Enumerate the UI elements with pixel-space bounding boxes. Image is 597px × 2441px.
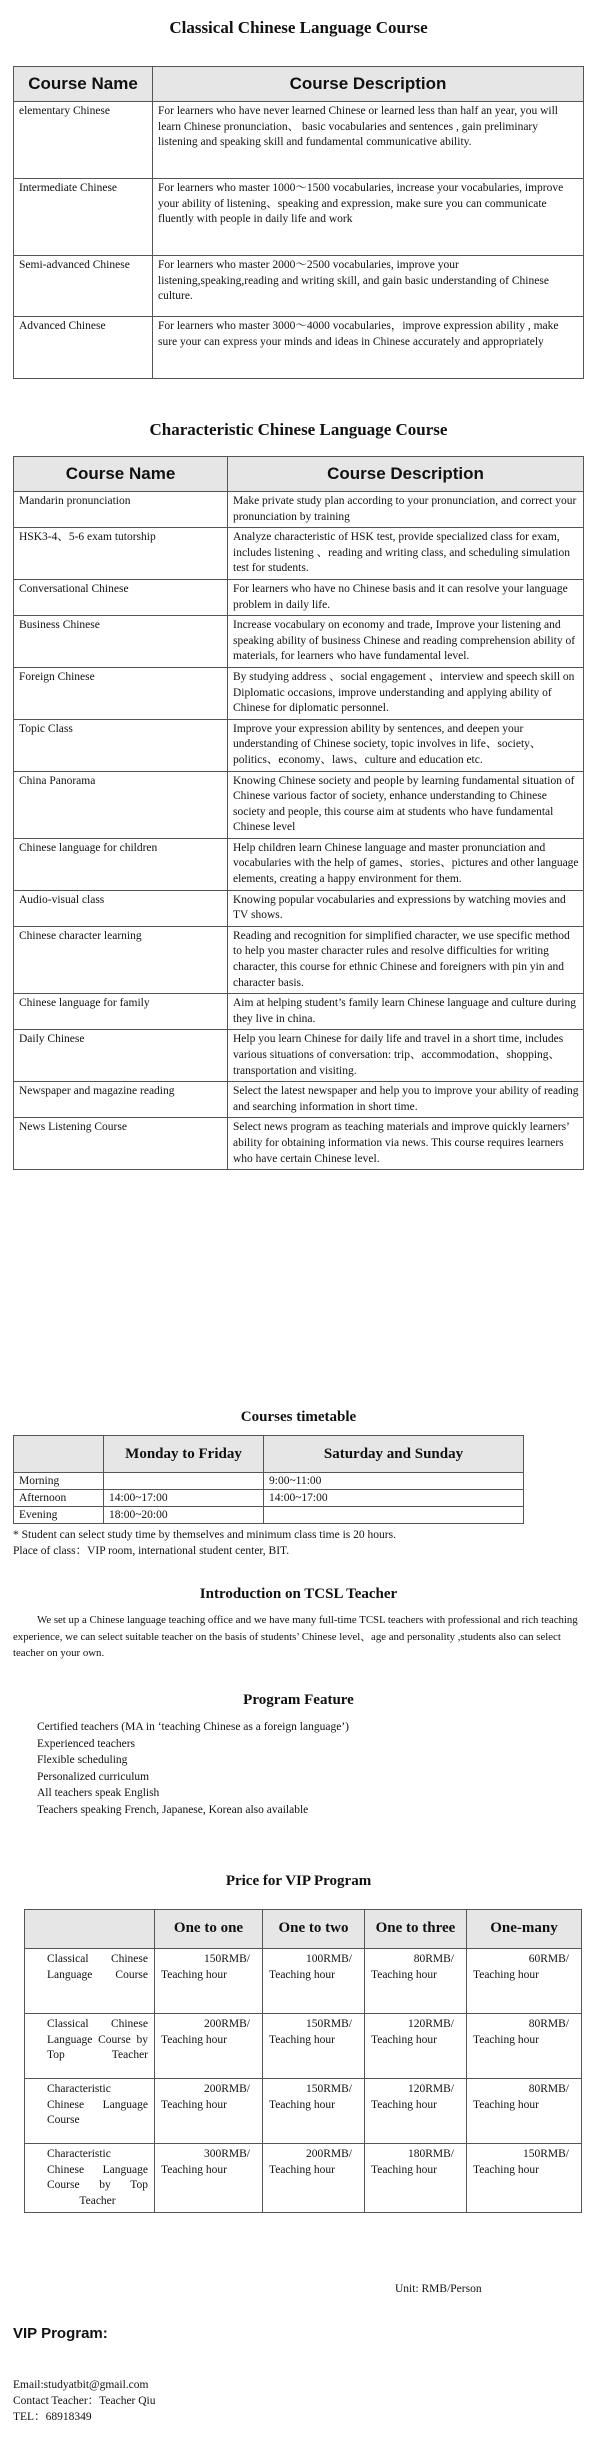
- table-row: [14, 926, 584, 993]
- price-amount: 150RMB/: [305, 2018, 352, 2030]
- list-item: Experienced teachers: [37, 1737, 136, 1750]
- price-amount: 300RMB/: [203, 2148, 250, 2160]
- weekend-time: 9:00~11:00: [264, 1473, 524, 1490]
- course-description: Increase vocabulary on economy and trade, Improve your listening and speaking ability of business Chinese and reading comprehension ability of materials, for learners who have fundamental level.: [228, 616, 584, 668]
- price-unit: Teaching hour: [473, 2098, 539, 2111]
- vip-email: Email:studyatbit@gmail.com: [13, 2379, 149, 2391]
- price-unit: Teaching hour: [269, 2098, 335, 2111]
- course-name: Daily Chinese: [14, 1030, 228, 1082]
- price-cell: [365, 2144, 467, 2213]
- column-header-course-description: Course Description: [228, 457, 584, 492]
- price-unit: Teaching hour: [371, 2098, 437, 2111]
- teacher-title: Introduction on TCSL Teacher: [199, 1586, 398, 1602]
- price-unit: Teaching hour: [269, 1968, 335, 1981]
- table-row: [14, 667, 584, 719]
- price-unit: Teaching hour: [473, 1968, 539, 1981]
- list-item: Personalized curriculum: [37, 1770, 150, 1783]
- price-cell: [155, 1949, 263, 2014]
- price-title: Price for VIP Program: [225, 1873, 372, 1889]
- price-amount: 80RMB/: [528, 2083, 569, 2095]
- course-name: Topic Class: [14, 719, 228, 771]
- table-row: [14, 890, 584, 926]
- table-row: [14, 719, 584, 771]
- price-cell: [155, 2014, 263, 2079]
- period-label: Morning: [14, 1473, 104, 1490]
- period-label: Afternoon: [14, 1490, 104, 1507]
- price-amount: 60RMB/: [528, 1953, 569, 1965]
- characteristic-course-table: [13, 456, 584, 1170]
- price-cell: [263, 2144, 365, 2213]
- column-header-saturday-and-sunday: Saturday and Sunday: [264, 1436, 524, 1473]
- weekday-time: 18:00~20:00: [104, 1507, 264, 1524]
- course-name: Foreign Chinese: [14, 667, 228, 719]
- course-name: Advanced Chinese: [14, 317, 153, 379]
- price-unit: Teaching hour: [161, 1968, 227, 1981]
- column-header-one-many: One-many: [467, 1910, 582, 1949]
- table-row: [14, 317, 584, 379]
- list-item: All teachers speak English: [37, 1787, 160, 1799]
- price-unit: Teaching hour: [473, 2033, 539, 2046]
- table-row: [14, 994, 584, 1030]
- price-unit: Teaching hour: [269, 2033, 335, 2046]
- table-row: [14, 1082, 584, 1118]
- course-label: Characteristic Chinese Language Course: [25, 2079, 155, 2144]
- course-description: Help children learn Chinese language and master pronunciation and vocabularies with the help of games、stories、pictures and other language elements, creating a happy environment for them.: [228, 838, 584, 890]
- vip-telephone: TEL：68918349: [13, 2411, 92, 2423]
- column-header-one-to-two: One to two: [263, 1910, 365, 1949]
- classical-course-table: [13, 66, 584, 379]
- characteristic-title: Characteristic Chinese Language Course: [149, 420, 448, 439]
- table-row: [14, 771, 584, 838]
- timetable-table: [13, 1435, 524, 1524]
- price-cell: [365, 2014, 467, 2079]
- table-row: [25, 2014, 582, 2079]
- price-unit: Teaching hour: [161, 2163, 227, 2176]
- price-amount: 200RMB/: [203, 2083, 250, 2095]
- column-header-one-to-three: One to three: [365, 1910, 467, 1949]
- period-label: Evening: [14, 1507, 104, 1524]
- course-name: Chinese language for children: [14, 838, 228, 890]
- course-name: HSK3-4、5-6 exam tutorship: [14, 528, 228, 580]
- price-table: [24, 1909, 582, 2213]
- course-description: Select news program as teaching materials and improve quickly learners’ ability for obtaining information via news. This course requires learners who have certain Chinese level.: [228, 1118, 584, 1170]
- price-cell: [467, 2144, 582, 2213]
- course-label: Classical Chinese Language Course by Top Teacher: [25, 2014, 155, 2079]
- feature-list: [37, 1719, 349, 1818]
- course-description: By studying address 、social engagement 、interview and speech skill on Diplomatic occasions, improve understanding and applying ability of Chinese for diplomatic personnel.: [228, 667, 584, 719]
- classical-title: Classical Chinese Language Course: [169, 18, 428, 37]
- table-row: [14, 1118, 584, 1170]
- vip-program-heading: VIP Program:: [13, 2325, 108, 2342]
- unit-note: Unit: RMB/Person: [395, 2283, 482, 2295]
- list-item: Flexible scheduling: [37, 1754, 128, 1766]
- course-description: Reading and recognition for simplified character, we use specific method to help you master character rules and resolve difficulties for writing character, this course for ethnic Chinese and foreigners with pin yin and character basis.: [228, 926, 584, 993]
- course-description: Knowing popular vocabularies and expressions by watching movies and TV shows.: [228, 890, 584, 926]
- column-header-period: [14, 1436, 104, 1473]
- course-name: elementary Chinese: [14, 102, 153, 179]
- column-header-one-to-one: One to one: [155, 1910, 263, 1949]
- price-unit: Teaching hour: [161, 2033, 227, 2046]
- course-name: Newspaper and magazine reading: [14, 1082, 228, 1118]
- course-description: For learners who have no Chinese basis and it can resolve your language problem in daily life.: [228, 579, 584, 615]
- price-cell: [365, 2079, 467, 2144]
- course-name: Intermediate Chinese: [14, 179, 153, 256]
- price-amount: 80RMB/: [528, 2018, 569, 2030]
- course-description: Help you learn Chinese for daily life and travel in a short time, includes various situations of conversation: trip、accommodation、shopping、transportation and visiting.: [228, 1030, 584, 1082]
- price-cell: [263, 1949, 365, 2014]
- weekday-time: 14:00~17:00: [104, 1490, 264, 1507]
- course-name: Chinese language for family: [14, 994, 228, 1030]
- teacher-intro-text: We set up a Chinese language teaching office and we have many full-time TCSL teachers with professional and rich teaching experience, we can select suitable teacher on the basis of students’ Chinese level、age and personality ,students also can select teacher on your own.: [13, 1614, 578, 1659]
- price-cell: [155, 2144, 263, 2213]
- price-cell: [365, 1949, 467, 2014]
- timetable-note: * Student can select study time by themselves and minimum class time is 20 hours.: [13, 1529, 396, 1541]
- price-cell: [467, 2079, 582, 2144]
- table-row: [14, 256, 584, 317]
- price-unit: Teaching hour: [473, 2163, 539, 2176]
- table-row: [14, 492, 584, 528]
- price-amount: 150RMB/: [305, 2083, 352, 2095]
- weekday-time: [104, 1473, 264, 1490]
- course-description: For learners who master 3000～4000 vocabularies，improve expression ability , make sure your can express your minds and ideas in Chinese accurately and appropriately: [153, 317, 584, 379]
- price-amount: 200RMB/: [305, 2148, 352, 2160]
- price-cell: [467, 2014, 582, 2079]
- course-name: Business Chinese: [14, 616, 228, 668]
- table-row: [14, 1507, 524, 1524]
- price-amount: 150RMB/: [522, 2148, 569, 2160]
- table-row: [14, 579, 584, 615]
- price-cell: [155, 2079, 263, 2144]
- course-name: Semi-advanced Chinese: [14, 256, 153, 317]
- column-header-course: [25, 1910, 155, 1949]
- price-amount: 150RMB/: [203, 1953, 250, 1965]
- class-place-note: Place of class：VIP room, international student center, BIT.: [13, 1545, 290, 1557]
- course-description: Analyze characteristic of HSK test, provide specialized class for exam, includes listening 、reading and writing class, and scheduling simulation test for students.: [228, 528, 584, 580]
- course-label: Classical Chinese Language Course: [25, 1949, 155, 2014]
- column-header-course-name: Course Name: [14, 457, 228, 492]
- list-item: Certified teachers (MA in ‘teaching Chinese as a foreign language’): [37, 1721, 349, 1733]
- weekend-time: [264, 1507, 524, 1524]
- course-description: Make private study plan according to your pronunciation, and correct your pronunciation by training: [228, 492, 584, 528]
- course-name: China Panorama: [14, 771, 228, 838]
- table-row: [14, 102, 584, 179]
- course-label: Characteristic Chinese Language Course by Top Teacher: [25, 2144, 155, 2213]
- course-description: Select the latest newspaper and help you to improve your ability of reading and searching information in short time.: [228, 1082, 584, 1118]
- price-unit: Teaching hour: [371, 1968, 437, 1981]
- table-row: [14, 838, 584, 890]
- table-row: [14, 528, 584, 580]
- price-amount: 120RMB/: [407, 2083, 454, 2095]
- price-unit: Teaching hour: [371, 2033, 437, 2046]
- price-unit: Teaching hour: [269, 2163, 335, 2176]
- price-amount: 180RMB/: [407, 2148, 454, 2160]
- column-header-monday-to-friday: Monday to Friday: [104, 1436, 264, 1473]
- price-amount: 100RMB/: [305, 1953, 352, 1965]
- table-row: [14, 616, 584, 668]
- course-description: For learners who have never learned Chinese or learned less than half an year, you will learn Chinese pronunciation、 basic vocabularies and sentences , gain preliminary listening and speaking skill and fundamental communicative ability.: [153, 102, 584, 179]
- course-description: For learners who master 2000～2500 vocabularies, improve your listening,speaking,reading and writing skill, and gain basic understanding of Chinese culture.: [153, 256, 584, 317]
- table-row: [14, 1473, 524, 1490]
- table-row: [14, 1490, 524, 1507]
- price-cell: [263, 2079, 365, 2144]
- feature-title: Program Feature: [243, 1692, 354, 1708]
- course-name: Mandarin pronunciation: [14, 492, 228, 528]
- course-description: Knowing Chinese society and people by learning fundamental situation of Chinese various factor of society, enhance understanding to Chinese society and people, this course aim at students who have fundamental Chinese level: [228, 771, 584, 838]
- table-row: [14, 1030, 584, 1082]
- price-cell: [263, 2014, 365, 2079]
- table-row: [25, 2144, 582, 2213]
- table-row: [14, 179, 584, 256]
- price-unit: Teaching hour: [371, 2163, 437, 2176]
- price-amount: 80RMB/: [413, 1953, 454, 1965]
- course-description: Improve your expression ability by sentences, and deepen your understanding of Chinese society, topic involves in life、society、politics、economy、laws、culture and education etc.: [228, 719, 584, 771]
- weekend-time: 14:00~17:00: [264, 1490, 524, 1507]
- course-name: News Listening Course: [14, 1118, 228, 1170]
- course-description: Aim at helping student’s family learn Chinese language and culture during they live in china.: [228, 994, 584, 1030]
- list-item: Teachers speaking French, Japanese, Korean also available: [37, 1803, 309, 1816]
- course-name: Audio-visual class: [14, 890, 228, 926]
- table-row: [25, 1949, 582, 2014]
- table-row: [25, 2079, 582, 2144]
- timetable-title: Courses timetable: [240, 1409, 357, 1425]
- vip-contact-teacher: Contact Teacher：Teacher Qiu: [13, 2395, 156, 2407]
- course-name: Conversational Chinese: [14, 579, 228, 615]
- price-unit: Teaching hour: [161, 2098, 227, 2111]
- price-cell: [467, 1949, 582, 2014]
- course-name: Chinese character learning: [14, 926, 228, 993]
- course-description: For learners who master 1000～1500 vocabularies, increase your vocabularies, improve your ability of listening、speaking and expression, make sure you can communicate fluently with people in daily life and work: [153, 179, 584, 256]
- price-amount: 120RMB/: [407, 2018, 454, 2030]
- column-header-course-name: Course Name: [14, 67, 153, 102]
- price-amount: 200RMB/: [203, 2018, 250, 2030]
- column-header-course-description: Course Description: [153, 67, 584, 102]
